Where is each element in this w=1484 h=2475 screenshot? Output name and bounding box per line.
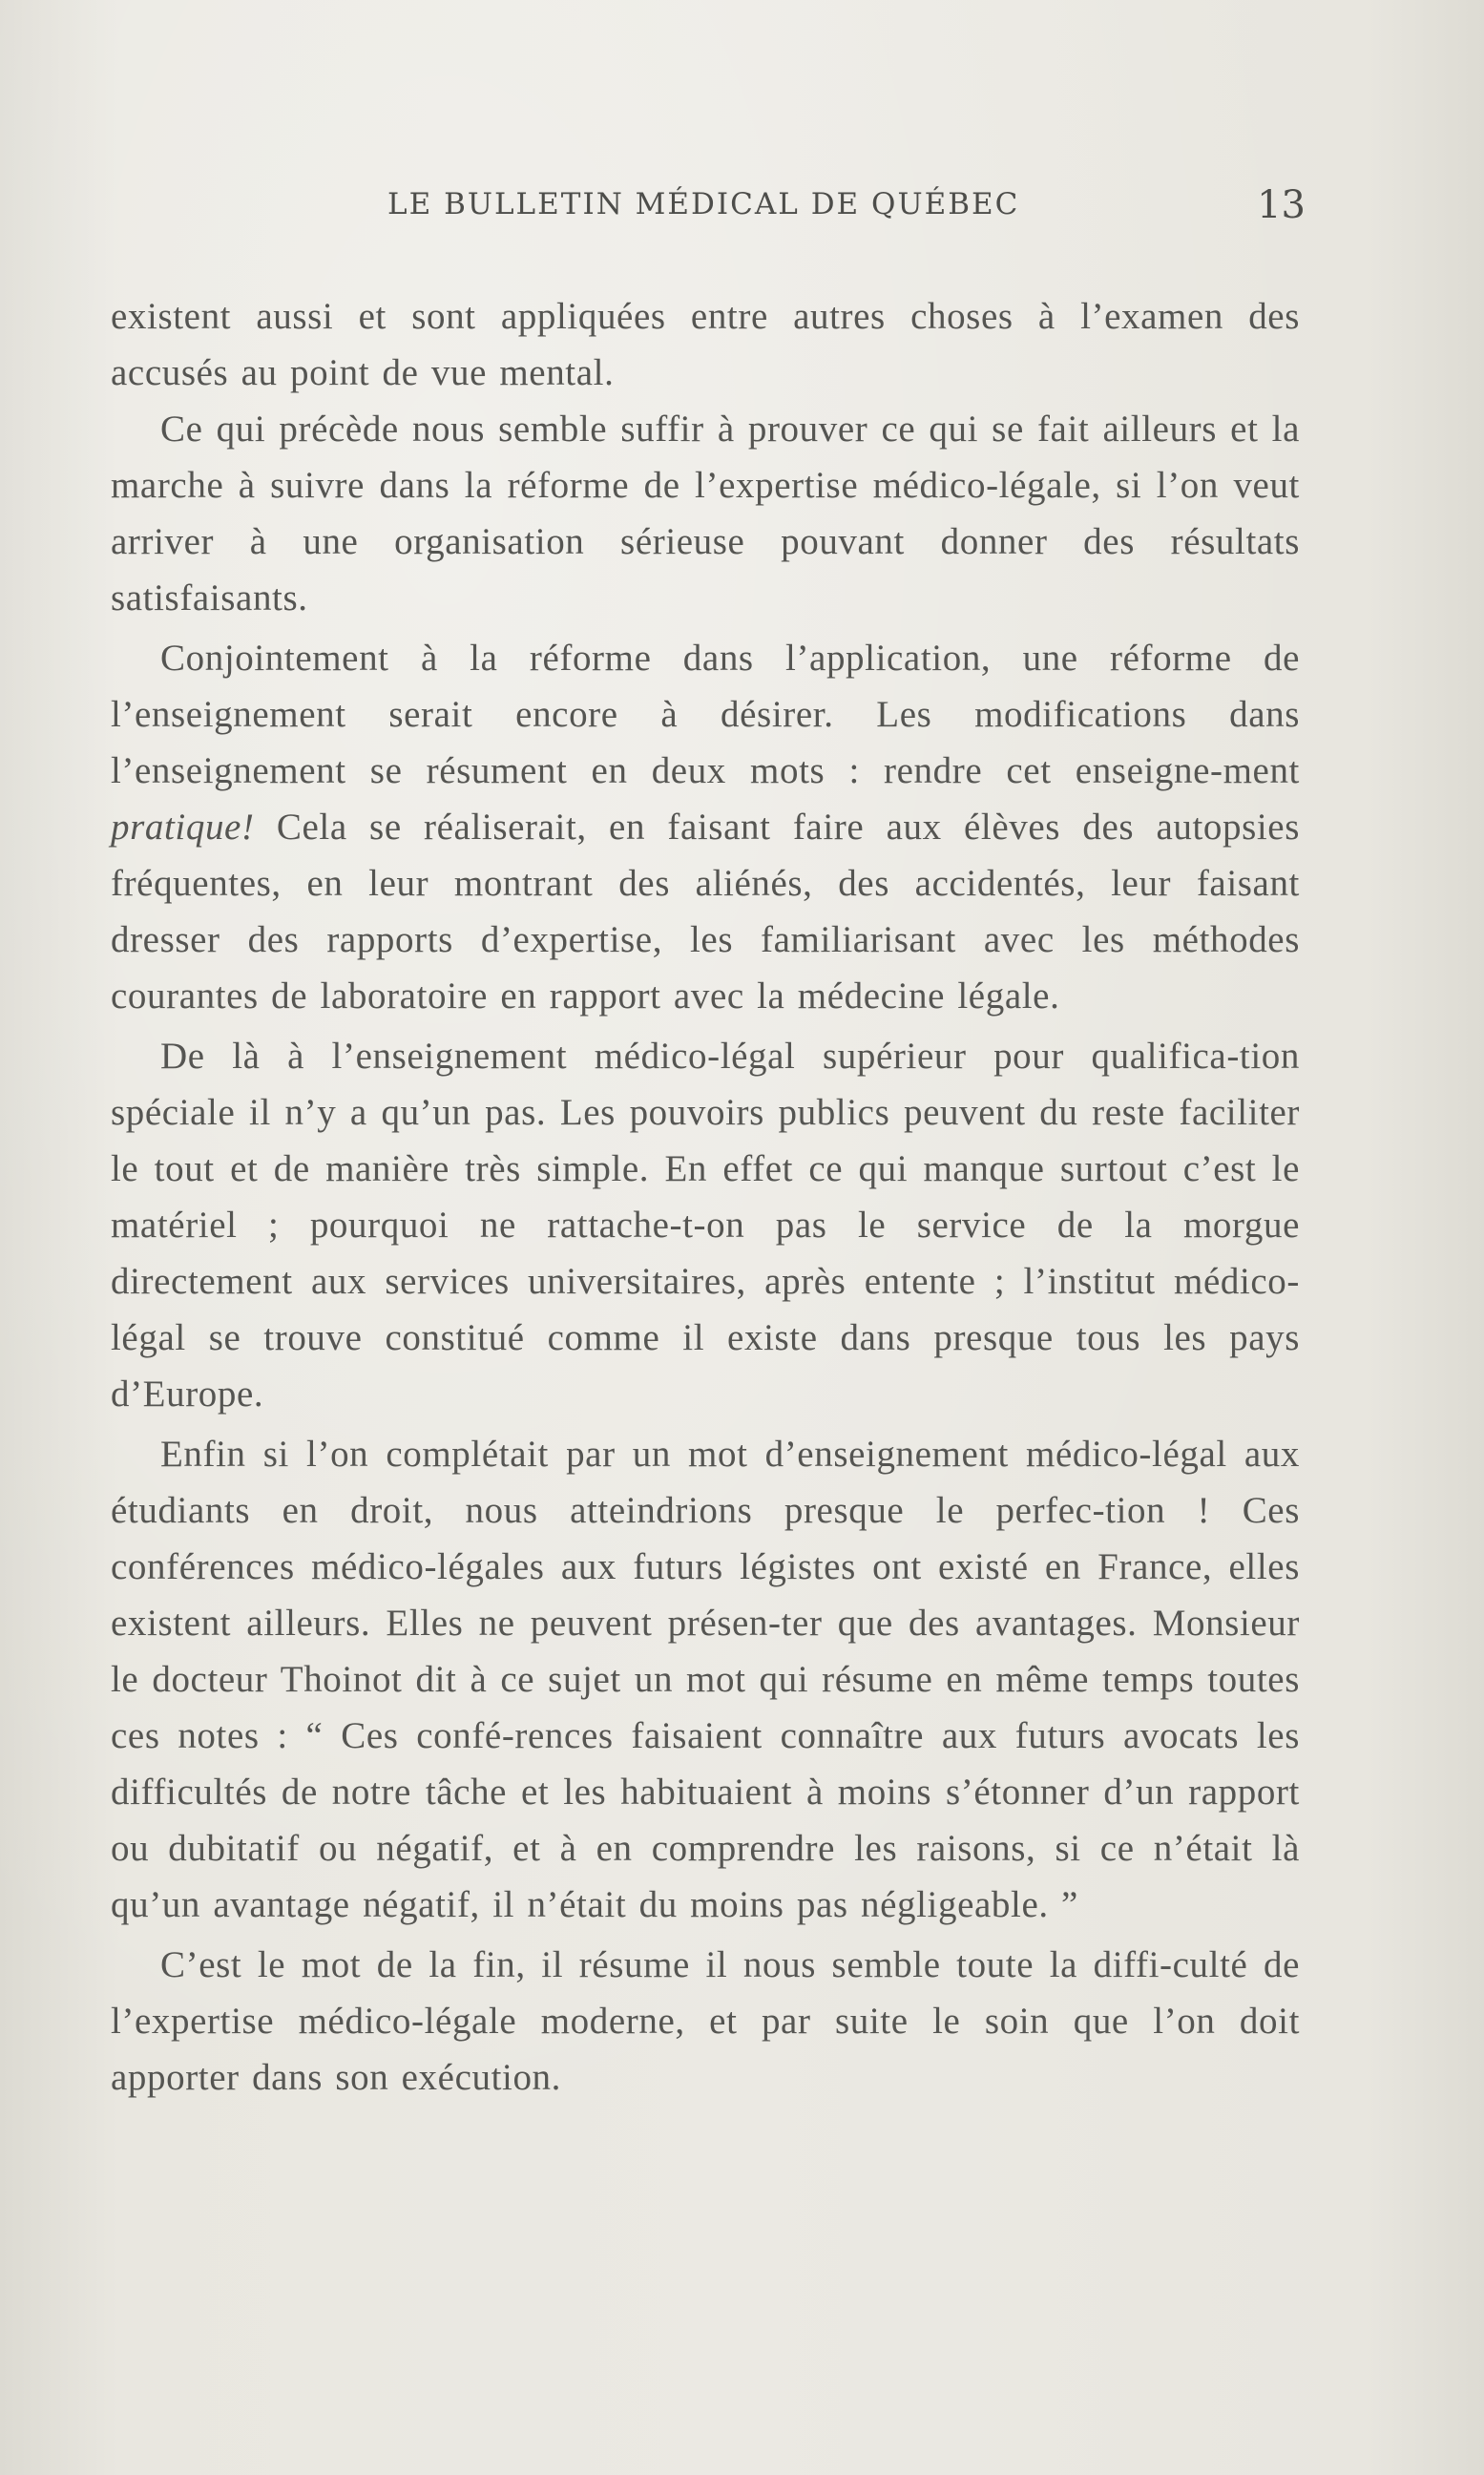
paragraph-6: C’est le mot de la fin, il résume il nous semble toute la diffi-culté de l’expertise médico-légale moderne, et par suite le soin que l’on doit apporter dans son exécution. [111, 1944, 1300, 2098]
body-text [111, 288, 1300, 2106]
paragraph-5: Enfin si l’on complétait par un mot d’enseignement médico-légal aux étudiants en droit, nous atteindrions presque le perfec-tion ! Ces conférences médico-légales aux futurs légistes ont existé en France, elles existent ailleurs. Elles ne peuvent présen-ter que des avantages. Monsieur le docteur Thoinot dit à ce sujet un mot qui résume en même temps toutes ces notes : “ Ces confé-rences faisaient connaître aux futurs avocats les difficultés de notre tâche et les habituaient à moins s’étonner d’un rapport ou dubitatif ou négatif, et à en comprendre les raisons, si ce n’était là qu’un avantage négatif, il n’était du moins pas négligeable. ” [111, 1434, 1300, 1925]
paragraph-4: De là à l’enseignement médico-légal supérieur pour qualifica-tion spéciale il n’y a qu’un pas. Les pouvoirs publics peuvent du reste faciliter le tout et de manière très simple. En effet ce qui manque surtout c’est le matériel ; pourquoi ne rattache-t-on pas le service de la morgue directement aux services universitaires, après entente ; l’institut médico-légal se trouve constitué comme il existe dans presque tous les pays d’Europe. [111, 1036, 1300, 1415]
paragraph-3 [111, 630, 1300, 1024]
running-header [111, 183, 1306, 235]
running-title: LE BULLETIN MÉDICAL DE QUÉBEC [387, 187, 1020, 221]
paragraph-3-emphasis: pratique! [111, 807, 255, 848]
paragraph-2: Ce qui précède nous semble suffir à prouver ce qui se fait ailleurs et la marche à suivre dans la réforme de l’expertise médico-légale, si l’on veut arriver à une organisation sérieuse pouvant donner des résultats satisfaisants. [111, 409, 1300, 619]
paragraph-1: existent aussi et sont appliquées entre autres choses à l’examen des accusés au point de vue mental. [111, 296, 1300, 393]
page-number: 13 [1257, 183, 1306, 227]
paragraph-3-text-after: Cela se réaliserait, en faisant faire aux élèves des autopsies fréquentes, en leur montrant des aliénés, des accidentés, leur faisant dresser des rapports d’expertise, les familiarisant avec les méthodes courantes de laboratoire en rapport avec la médecine légale. [111, 807, 1300, 1017]
paragraph-3-text-before: Conjointement à la réforme dans l’application, une réforme de l’enseignement serait encore à désirer. Les modifications dans l’enseignement se résument en deux mots : rendre cet enseigne-ment [111, 638, 1300, 791]
